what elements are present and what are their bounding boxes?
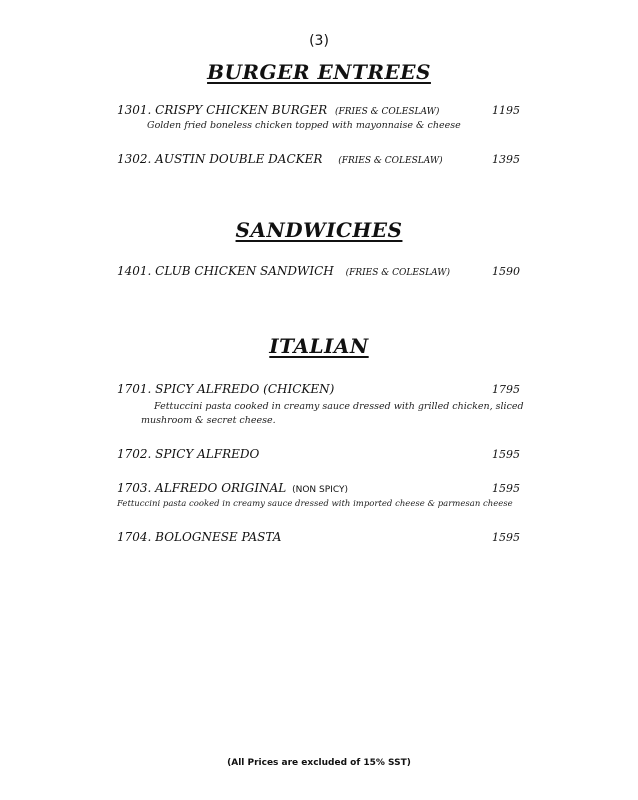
item-price-1703: 1595: [492, 482, 520, 495]
item-price-1301: 1195: [492, 104, 520, 117]
item-price-1704: 1595: [492, 531, 520, 544]
menu-item-1703: 1703. ALFREDO ORIGINAL (NON SPICY): [117, 481, 348, 495]
item-price-1401: 1590: [492, 265, 520, 278]
item-price-1701: 1795: [492, 383, 520, 396]
item-note: (NON SPICY): [292, 485, 348, 495]
section-title-burger-entrees: BURGER ENTREES: [207, 60, 431, 84]
item-desc-1301: Golden fried boneless chicken topped with mayonnaise & cheese: [147, 120, 461, 131]
menu-item-1704: 1704. BOLOGNESE PASTA: [117, 530, 282, 544]
footer-tax-note: (All Prices are excluded of 15% SST): [227, 758, 411, 768]
item-note: (FRIES & COLESLAW): [345, 268, 450, 278]
section-title-sandwiches: SANDWICHES: [235, 218, 403, 242]
item-desc-1701-line2: mushroom & secret cheese.: [141, 415, 276, 426]
menu-item-1302: 1302. AUSTIN DOUBLE DACKER (FRIES & COLESLAW): [117, 152, 443, 166]
item-note: (FRIES & COLESLAW): [338, 156, 443, 166]
item-note: (FRIES & COLESLAW): [334, 107, 440, 117]
menu-item-1301: 1301. CRISPY CHICKEN BURGER (FRIES & COLESLAW): [117, 103, 440, 117]
item-desc-1701-line1: Fettuccini pasta cooked in creamy sauce dressed with grilled chicken, sliced: [154, 401, 524, 412]
item-price-1702: 1595: [492, 448, 520, 461]
menu-item-1401: 1401. CLUB CHICKEN SANDWICH (FRIES & COLESLAW): [117, 264, 450, 278]
page-number: (3): [309, 33, 329, 49]
item-price-1302: 1395: [492, 153, 520, 166]
menu-item-1702: 1702. SPICY ALFREDO: [117, 447, 260, 461]
section-title-italian: ITALIAN: [269, 334, 369, 358]
menu-item-1701: 1701. SPICY ALFREDO (CHICKEN): [117, 382, 335, 396]
item-desc-1703: Fettuccini pasta cooked in creamy sauce dressed with imported cheese & parmesan cheese: [117, 499, 513, 509]
